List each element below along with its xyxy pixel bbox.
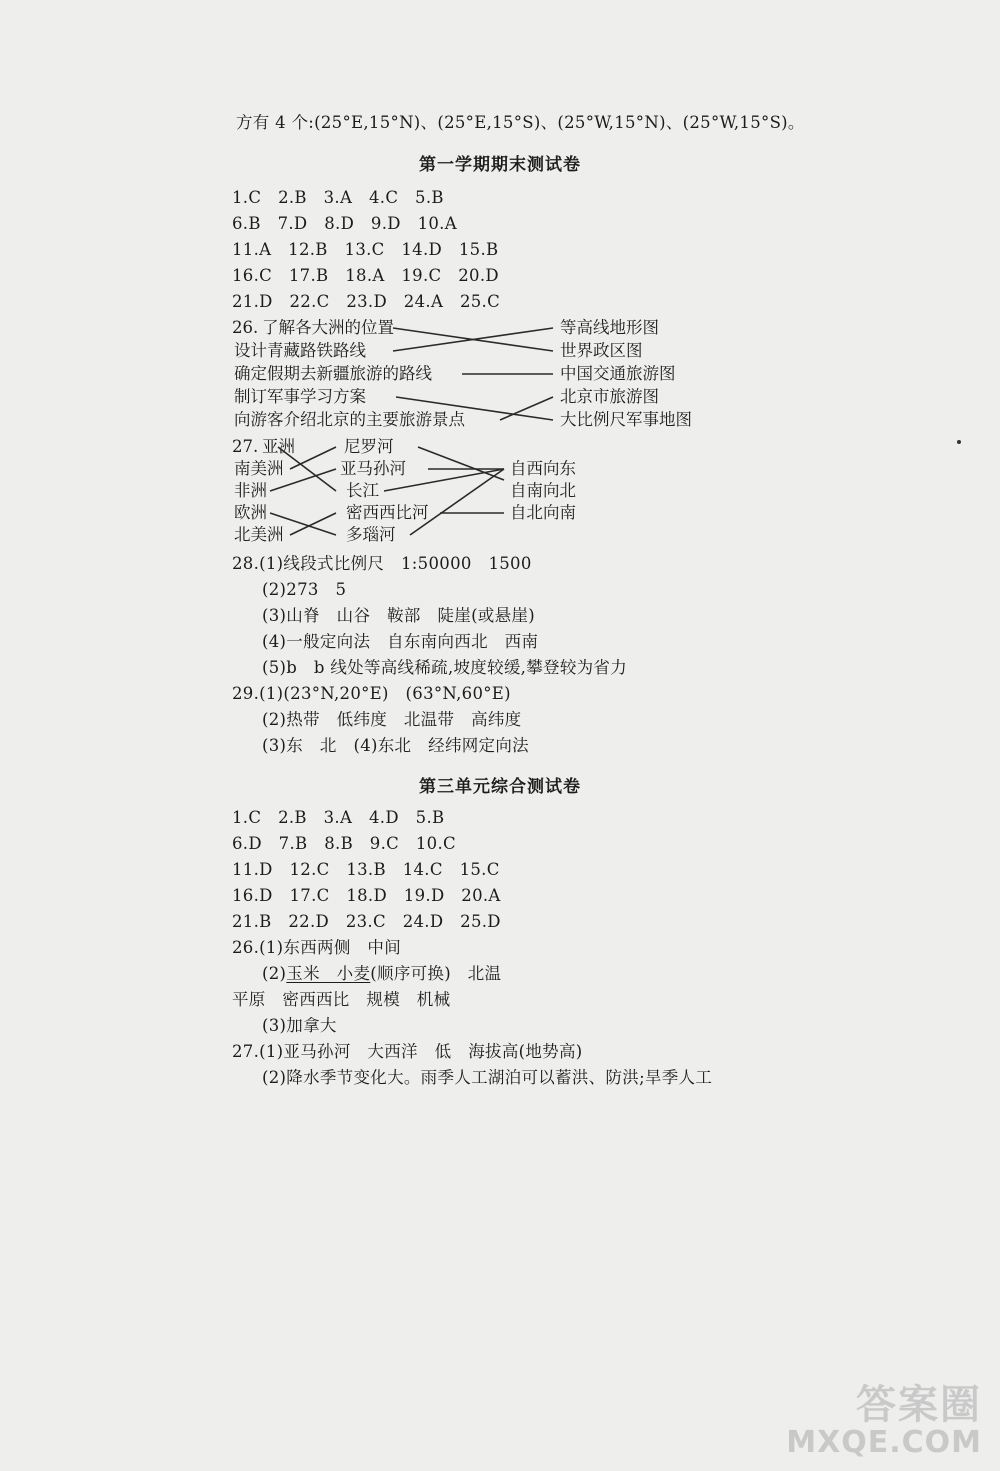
q27-dir-line-1 <box>418 447 504 480</box>
s1-q26-left-4: 制订军事学习方案 <box>234 387 366 406</box>
s1-q27-number: 27. <box>232 437 259 456</box>
s1-q27-continent-1: 亚洲 <box>262 437 295 456</box>
s1-q27-direction-3: 自北向南 <box>510 503 576 522</box>
s1-q27-river-5: 多瑙河 <box>346 525 396 544</box>
s1-q27-continent-5: 北美洲 <box>234 525 284 544</box>
s2-mc-row-4: 16.D 17.C 18.D 19.D 20.A <box>232 886 501 905</box>
s2-mc-row-3: 11.D 12.C 13.B 14.C 15.C <box>232 860 500 879</box>
s1-q27-direction-1: 自西向东 <box>510 459 576 478</box>
intro-line: 方有 4 个:(25°E,15°N)、(25°E,15°S)、(25°W,15°N)、(25°W,15°S)。 <box>236 113 805 132</box>
section1-title: 第一学期期末测试卷 <box>419 155 581 175</box>
s1-q28-line-2: (2)273 5 <box>262 580 347 599</box>
s1-q26-right-1: 等高线地形图 <box>560 318 659 337</box>
s1-q28-line-3: (3)山脊 山谷 鞍部 陡崖(或悬崖) <box>262 606 535 625</box>
s1-mc-row-1: 1.C 2.B 3.A 4.C 5.B <box>232 188 444 207</box>
s1-q29-line-2: (2)热带 低纬度 北温带 高纬度 <box>262 710 522 729</box>
s1-q29-line-1: 29.(1)(23°N,20°E) (63°N,60°E) <box>232 684 511 703</box>
s2-q26-line-3: 平原 密西西比 规模 机械 <box>232 990 451 1009</box>
s1-mc-row-3: 11.A 12.B 13.C 14.D 15.B <box>232 240 499 259</box>
s2-q26-line-1: 26.(1)东西两侧 中间 <box>232 938 402 957</box>
watermark-cn: 答案圈 <box>856 1382 982 1428</box>
s1-q28-line-5: (5)b b 线处等高线稀疏,坡度较缓,攀登较为省力 <box>262 658 628 677</box>
s1-q26-number: 26. <box>232 318 259 337</box>
s1-q27-direction-2: 自南向北 <box>510 481 576 500</box>
s2-q26-line-2-prefix: (2) <box>262 964 287 983</box>
s2-mc-row-5: 21.B 22.D 23.C 24.D 25.D <box>232 912 501 931</box>
s1-q27-continent-2: 南美洲 <box>234 459 284 478</box>
s2-mc-row-2: 6.D 7.B 8.B 9.C 10.C <box>232 834 456 853</box>
s1-q27-river-3: 长江 <box>346 481 379 500</box>
section2-title: 第三单元综合测试卷 <box>419 777 581 797</box>
watermark-logo <box>786 1383 982 1459</box>
s1-q26-left-1: 了解各大洲的位置 <box>262 318 394 337</box>
s1-q26-right-3: 中国交通旅游图 <box>560 364 676 383</box>
s1-q26-right-2: 世界政区图 <box>560 341 643 360</box>
q27-match-line-5 <box>290 513 336 535</box>
s2-q27-line-1: 27.(1)亚马孙河 大西洋 低 海拔高(地势高) <box>232 1042 583 1061</box>
s1-q27-continent-4: 欧洲 <box>234 503 267 522</box>
s1-q27-river-1: 尼罗河 <box>344 437 394 456</box>
watermark-en: MXQE.COM <box>786 1425 982 1460</box>
s1-mc-row-2: 6.B 7.D 8.D 9.D 10.A <box>232 214 457 233</box>
s1-q26-left-5: 向游客介绍北京的主要旅游景点 <box>234 410 465 429</box>
q26-match-line-1 <box>393 328 553 351</box>
s1-q28-line-4: (4)一般定向法 自东南向西北 西南 <box>262 632 539 651</box>
s2-mc-row-1: 1.C 2.B 3.A 4.D 5.B <box>232 808 445 827</box>
s2-q26-underlined-answer: 玉米 小麦 <box>286 964 371 983</box>
s1-mc-row-4: 16.C 17.B 18.A 19.C 20.D <box>232 266 499 285</box>
s2-q27-line-2: (2)降水季节变化大。雨季人工湖泊可以蓄洪、防洪;旱季人工 <box>262 1068 713 1087</box>
s2-q26-line-4: (3)加拿大 <box>262 1016 337 1035</box>
s1-mc-row-5: 21.D 22.C 23.D 24.A 25.C <box>232 292 501 311</box>
s2-q26-line-2-suffix: (顺序可换) 北温 <box>370 964 502 983</box>
q26-match-line-5 <box>500 397 553 420</box>
s1-q29-line-3: (3)东 北 (4)东北 经纬网定向法 <box>262 736 529 755</box>
q27-match-line-2 <box>290 447 336 469</box>
stray-dot <box>957 440 961 444</box>
s1-q26-left-2: 设计青藏路铁路线 <box>234 341 366 360</box>
s1-q28-line-1: 28.(1)线段式比例尺 1:50000 1500 <box>232 554 532 573</box>
s1-q27-river-2: 亚马孙河 <box>340 459 406 478</box>
q26-match-line-2 <box>393 328 553 351</box>
s2-q26-line-2 <box>262 963 501 985</box>
s1-q26-left-3: 确定假期去新疆旅游的路线 <box>234 364 432 383</box>
s1-q26-right-4: 北京市旅游图 <box>560 387 659 406</box>
s1-q26-right-5: 大比例尺军事地图 <box>560 410 692 429</box>
s1-q27-river-4: 密西西比河 <box>346 503 429 522</box>
s1-q27-continent-3: 非洲 <box>234 481 267 500</box>
